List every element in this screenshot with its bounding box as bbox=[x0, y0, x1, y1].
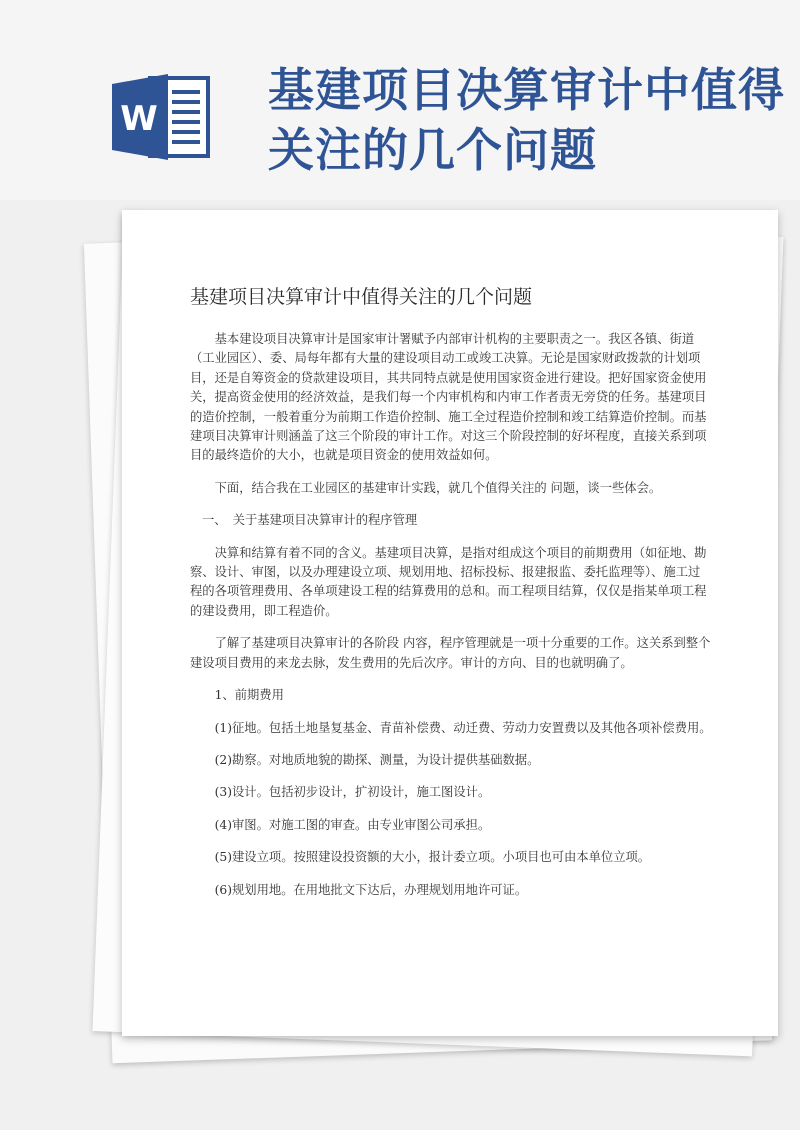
list-item: (4)审图。对施工图的审查。由专业审图公司承担。 bbox=[214, 817, 491, 832]
section-heading: 一、 关于基建项目决算审计的程序管理 bbox=[202, 513, 418, 528]
banner-title: 基建项目决算审计中值得关注的几个问题 bbox=[268, 63, 785, 177]
subsection-heading: 1、前期费用 bbox=[214, 688, 284, 703]
paragraph: 基本建设项目决算审计是国家审计署赋予内部审计机构的主要职责之一。我区各镇、街道（工业园区）、委、局每年都有大量的建设项目动工或竣工决算。无论是国家财政拨款的计划项目，还是自筹资金的贷款建设项目，其共同特点就是使用国家资金进行建设。把好国家资金使用关，提高资金使用的经济效益，是我们每一个内审机构和内审工作者责无旁贷的任务。基建项目的造价控制，一般着重分为前期工作造价控制、施工全过程造价控制和竣工结算造价控制。而基建项目决算审计则涵盖了这三个阶段的审计工作。对这三个阶段控制的好坏程度，直接关系到项目的最终造价的大小，也就是项目资金的使用效益如何。 bbox=[190, 332, 707, 463]
document-page bbox=[122, 210, 778, 1036]
word-document-icon bbox=[112, 72, 212, 162]
document-body bbox=[190, 330, 712, 913]
header-banner bbox=[0, 0, 800, 200]
svg-text:W: W bbox=[120, 99, 158, 139]
list-item: (5)建设立项。按照建设投资额的大小，报计委立项。小项目也可由本单位立项。 bbox=[214, 850, 651, 865]
list-item: (6)规划用地。在用地批文下达后，办理规划用地许可证。 bbox=[214, 882, 528, 897]
document-title: 基建项目决算审计中值得关注的几个问题 bbox=[190, 286, 533, 308]
list-item: (1)征地。包括土地垦复基金、青苗补偿费、动迁费、劳动力安置费以及其他各项补偿费用。 bbox=[214, 720, 712, 735]
list-item: (2)勘察。对地质地貌的勘探、测量，为设计提供基础数据。 bbox=[214, 752, 540, 767]
paragraph: 了解了基建项目决算审计的各阶段 内容，程序管理就是一项十分重要的工作。这关系到整个建设项目费用的来龙去脉，发生费用的先后次序。审计的方向、目的也就明确了。 bbox=[190, 636, 711, 670]
paragraph: 下面，结合我在工业园区的基建审计实践，就几个值得关注的 问题，谈一些体会。 bbox=[214, 480, 662, 495]
paragraph: 决算和结算有着不同的含义。基建项目决算，是指对组成这个项目的前期费用（如征地、勘察、设计、审图，以及办理建设立项、规划用地、招标投标、报建报监、委托监理等）、施工过程的各项管理费用、各单项建设工程的结算费用的总和。而工程项目结算，仅仅是指某单项工程的建设费用，即工程造价。 bbox=[190, 545, 707, 618]
list-item: (3)设计。包括初步设计，扩初设计，施工图设计。 bbox=[214, 785, 491, 800]
